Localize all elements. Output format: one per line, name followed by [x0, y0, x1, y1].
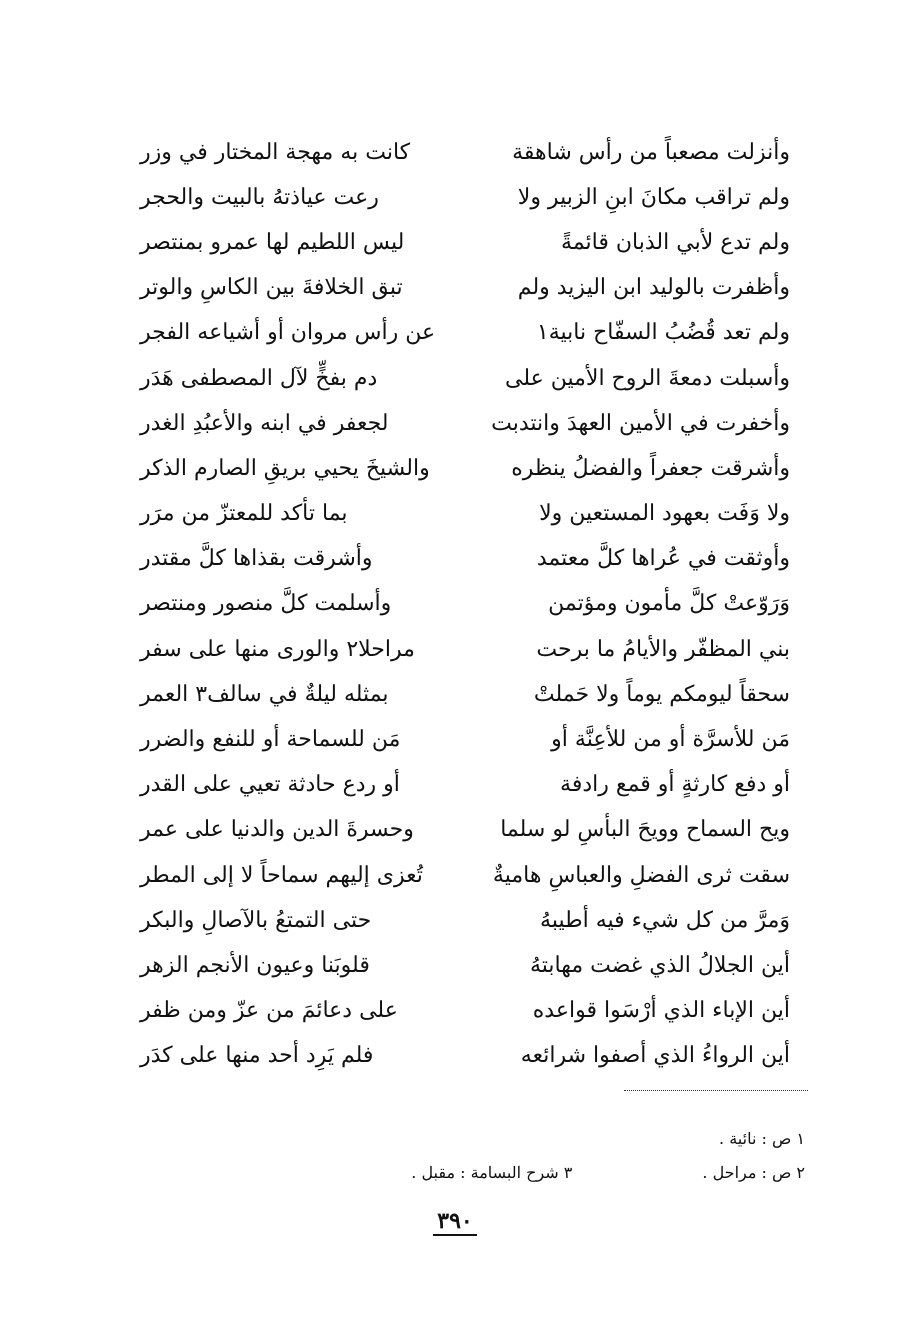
verse-first-hemistich: ولم تراقب مكانَ ابنِ الزبير ولا [517, 184, 790, 210]
page-number-text: ٣٩٠ [433, 1210, 476, 1236]
verse-first-hemistich: وأشرقت جعفراً والفضلُ ينظره [511, 455, 790, 481]
verse [140, 989, 790, 1034]
verse [140, 220, 790, 265]
verse-first-hemistich: أو دفع كارثةٍ أو قمع رادفة [560, 772, 790, 798]
verse-second-hemistich: وأشرقت بقذاها كلَّ مقتدر [140, 546, 373, 572]
footnote-row [245, 1122, 805, 1156]
verse [140, 446, 790, 491]
verse-second-hemistich: بما تأكد للمعتزّ من مرَر [140, 501, 348, 527]
verse [140, 672, 790, 717]
verse-first-hemistich: ويح السماح وويحَ البأسِ لو سلما [500, 817, 790, 843]
verse-first-hemistich: مَن للأسرَّة أو من للأعِنَّة أو [551, 727, 790, 753]
verse-second-hemistich: كانت به مهجة المختار في وزر [140, 139, 411, 165]
verse-second-hemistich: وأسلمت كلَّ منصور ومنتصر [140, 591, 392, 617]
verse-first-hemistich: وأظفرت بالوليد ابن اليزيد ولم [517, 275, 790, 301]
verse-first-hemistich: وأسبلت دمعةَ الروح الأمين على [504, 365, 790, 391]
verse-first-hemistich: أين الإباء الذي أرْسَوا قواعده [532, 998, 790, 1024]
verse [140, 356, 790, 401]
verse [140, 401, 790, 446]
verse [140, 627, 790, 672]
verse-second-hemistich: وحسرةَ الدين والدنيا على عمر [140, 817, 414, 843]
verse [140, 492, 790, 537]
verse-second-hemistich: ليس اللطيم لها عمرو بمنتصر [140, 229, 405, 255]
verse-first-hemistich: وأخفرت في الأمين العهدَ وانتدبت [491, 410, 790, 436]
poem [140, 130, 790, 1079]
verse [140, 853, 790, 898]
verse-second-hemistich: أو ردع حادثة تعيي على القدر [140, 772, 400, 798]
verse-second-hemistich: على دعائمَ من عزّ ومن ظفر [140, 998, 398, 1024]
verse [140, 717, 790, 762]
verse-first-hemistich: ولم تعد قُضُبُ السفّاح نابية١ [536, 320, 790, 346]
verse-second-hemistich: بمثله ليلةٌ في سالف٣ العمر [140, 681, 389, 707]
verse-first-hemistich: وأنزلت مصعباً من رأس شاهقة [512, 139, 790, 165]
verse-first-hemistich: بني المظفّر والأيامُ ما برحت [536, 636, 790, 662]
verse [140, 943, 790, 988]
verse-second-hemistich: حتى التمتعُ بالآصالِ والبكر [140, 907, 372, 933]
verse [140, 763, 790, 808]
verse-second-hemistich: مراحلا٢ والورى منها على سفر [140, 636, 415, 662]
verse-first-hemistich: ولم تدع لأبي الذبان قائمةً [561, 229, 790, 255]
verse-first-hemistich: أين الرواءُ الذي أصفوا شرائعه [520, 1043, 790, 1069]
verse-second-hemistich: تُعزى إليهم سماحاً لا إلى المطر [140, 862, 423, 888]
verse [140, 898, 790, 943]
verse [140, 266, 790, 311]
page-number [400, 1210, 510, 1236]
verse-second-hemistich: دم بفخٍّ لآل المصطفى هَدَر [140, 365, 378, 391]
verse [140, 808, 790, 853]
footnote-3: ٣ شرح البسامة : مقبل . [411, 1163, 573, 1182]
verse-second-hemistich: والشيخَ يحيي بريقِ الصارم الذكر [140, 455, 430, 481]
footnote-row [245, 1156, 805, 1190]
verse-second-hemistich: قلوبَنا وعيون الأنجم الزهر [140, 952, 370, 978]
verse [140, 582, 790, 627]
verse-second-hemistich: لجعفر في ابنه والأعبُدِ الغدر [140, 410, 389, 436]
verse-first-hemistich: وأوثقت في عُراها كلَّ معتمد [536, 546, 790, 572]
verse [140, 130, 790, 175]
verse-second-hemistich: رعت عياذتهُ بالبيت والحجر [140, 184, 379, 210]
verse-first-hemistich: وَمرَّ من كل شيء فيه أطيبهُ [540, 907, 790, 933]
verse-first-hemistich: ولا وَفَت بعهود المستعين ولا [539, 501, 790, 527]
verse [140, 1034, 790, 1079]
footnotes [245, 1122, 805, 1190]
verse-second-hemistich: فلم يَرِد أحد منها على كدَر [140, 1043, 374, 1069]
verse-first-hemistich: سقت ثرى الفضلِ والعباسِ هاميةٌ [492, 862, 790, 888]
verse-first-hemistich: سحقاً ليومكم يوماً ولا حَملتْ [533, 681, 790, 707]
verse-second-hemistich: تبق الخلافةَ بين الكاسِ والوتر [140, 275, 403, 301]
verse-second-hemistich: عن رأس مروان أو أشياعه الفجر [140, 320, 436, 346]
verse [140, 311, 790, 356]
footnote-separator [624, 1090, 808, 1091]
footnote-1: ١ ص : نائية . [719, 1129, 805, 1148]
verse [140, 175, 790, 220]
verse [140, 537, 790, 582]
verse-first-hemistich: وَرَوّعتْ كلَّ مأمون ومؤتمن [548, 591, 790, 617]
verse-first-hemistich: أين الجلالُ الذي غضت مهابتهُ [529, 952, 790, 978]
footnote-2: ٢ ص : مراحل . [702, 1163, 805, 1182]
verse-second-hemistich: مَن للسماحة أو للنفع والضرر [140, 727, 401, 753]
